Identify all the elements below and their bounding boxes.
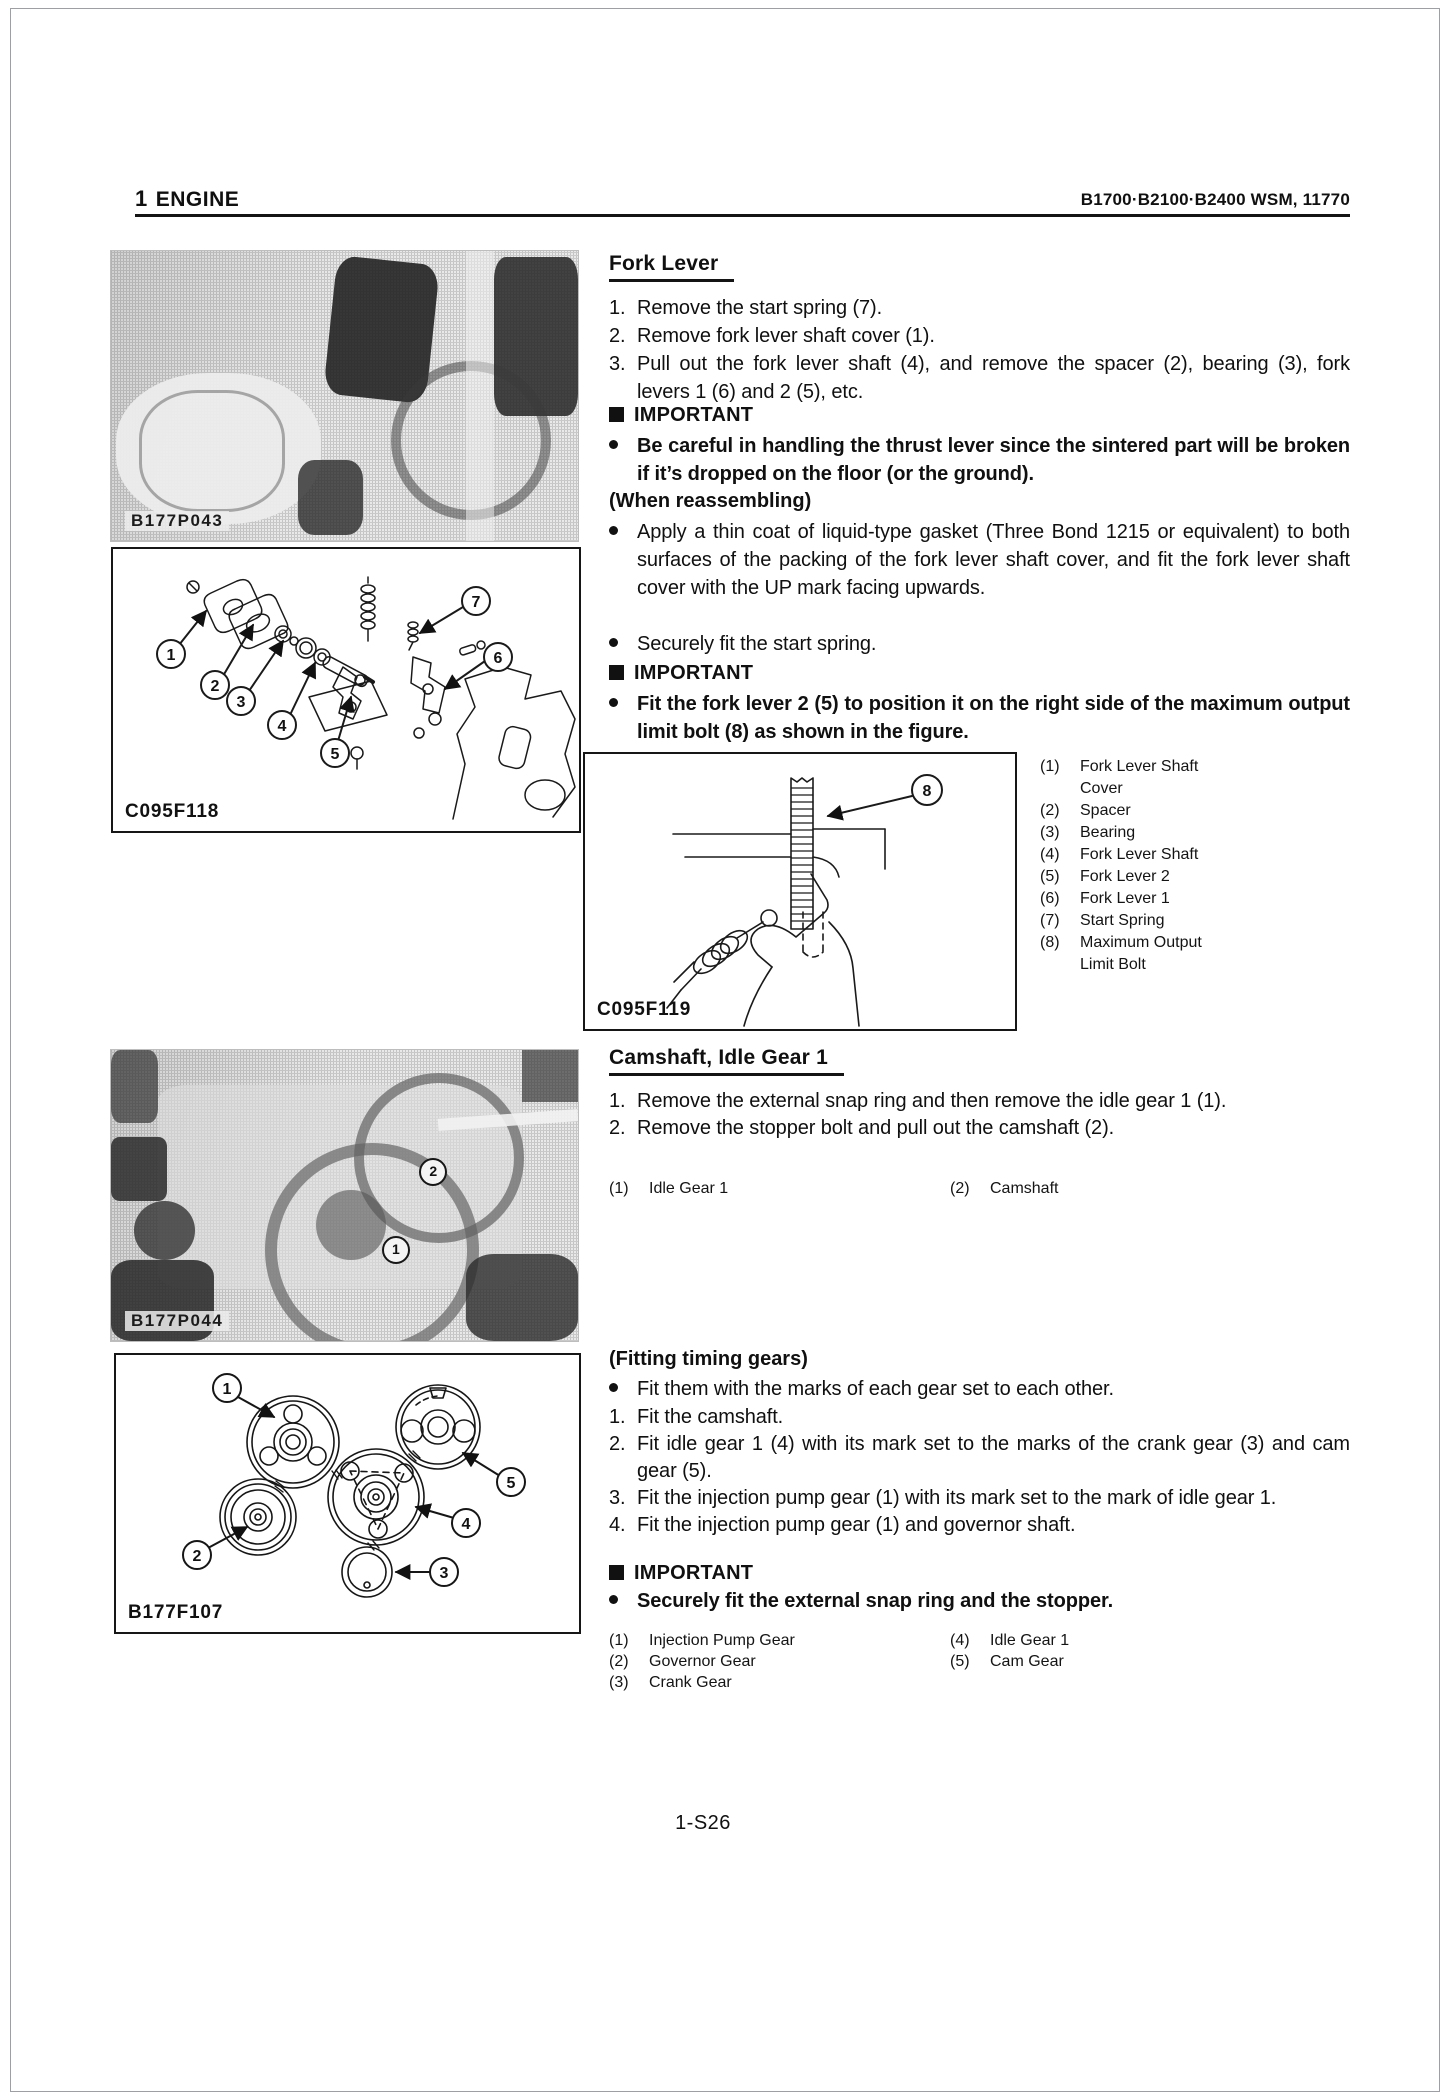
timing-gear-parts-list: (1) Injection Pump Gear (4) Idle Gear 1 (2) Governor Gear (5) Cam Gear (3) Crank Gear	[609, 1632, 1070, 1691]
photo-texture-band	[466, 251, 494, 541]
part-item: (5) Fork Lever 2	[1040, 868, 1170, 885]
photo-callout-2: 2	[419, 1158, 447, 1186]
part-item: (3) Bearing	[1040, 824, 1136, 841]
chapter-title: ENGINE	[155, 188, 240, 211]
reassembling-bullet-2: Securely fit the start spring.	[609, 630, 1350, 658]
callout-3: 3	[439, 1565, 449, 1582]
section-title-fork-lever: Fork Lever	[609, 252, 734, 282]
callout-7: 7	[471, 594, 481, 611]
doc-reference: B1700·B2100·B2400 WSM, 11770	[1080, 190, 1350, 209]
fitting-steps	[609, 1404, 1350, 1539]
photo-gear-hub	[316, 1190, 386, 1260]
header-rule	[135, 214, 1350, 217]
bullet-icon	[609, 526, 618, 535]
part-item: (7) Start Spring	[1040, 912, 1165, 929]
important-square-icon	[609, 407, 624, 422]
important-heading: IMPORTANT	[609, 1562, 753, 1585]
step: 1. Remove the external snap ring and then remove the idle gear 1 (1).	[609, 1090, 1227, 1112]
reassembling-bullet-1: Apply a thin coat of liquid-type gasket (Three Bond 1215 or equivalent) to both surfaces of the packing of the fork lever shaft cover, and fit the fork lever shaft cover with the UP mark facing upwards.	[609, 518, 1350, 602]
bullet-icon	[609, 1383, 618, 1392]
when-reassembling-heading: (When reassembling)	[609, 490, 812, 512]
figure-label: B177F107	[128, 1602, 224, 1623]
step: 4. Fit the injection pump gear (1) and governor shaft.	[609, 1514, 1076, 1536]
photo-fork-lever-removal	[110, 250, 579, 542]
figure-fork-lever-exploded	[111, 547, 581, 833]
step: 3. Pull out the fork lever shaft (4), and remove the spacer (2), bearing (3), fork levers 1 (6) and 2 (5), etc.	[609, 353, 1350, 403]
photo-texture-blob	[134, 1201, 195, 1259]
important-bullet: Securely fit the external snap ring and the stopper.	[609, 1588, 1350, 1615]
fitting-timing-gears-heading: (Fitting timing gears)	[609, 1348, 808, 1370]
part-item: (2) Spacer	[1040, 802, 1131, 819]
callout-6: 6	[493, 650, 503, 667]
figure-max-output-limit-bolt	[583, 752, 1017, 1031]
callout-2: 2	[192, 1548, 202, 1565]
chapter-number: 1	[135, 186, 148, 211]
part-item: (4) Fork Lever Shaft	[1040, 846, 1199, 863]
step: 1. Remove the start spring (7).	[609, 297, 883, 319]
callout-4: 4	[277, 718, 287, 735]
section-title-camshaft: Camshaft, Idle Gear 1	[609, 1046, 844, 1076]
step: 2. Remove fork lever shaft cover (1).	[609, 325, 935, 347]
camshaft-steps	[609, 1088, 1350, 1142]
callout-5: 5	[506, 1475, 516, 1492]
photo-texture-blob	[522, 1050, 578, 1102]
page-number: 1-S26	[675, 1812, 731, 1834]
gear-train-diagram	[116, 1355, 579, 1632]
photo-timing-gears	[110, 1049, 579, 1342]
bolt-hand-diagram	[585, 754, 1015, 1029]
callout-2: 2	[210, 678, 220, 695]
important-heading: IMPORTANT	[609, 662, 753, 685]
fork-lever-parts-list	[1040, 756, 1275, 976]
exploded-diagram	[113, 549, 579, 831]
chapter-heading	[135, 186, 239, 212]
callout-8: 8	[922, 783, 932, 800]
camshaft-parts-row: (1) Idle Gear 1 (2) Camshaft	[609, 1180, 1059, 1197]
photo-texture-blob	[111, 1050, 158, 1123]
step: 2. Remove the stopper bolt and pull out the camshaft (2).	[609, 1117, 1115, 1139]
callout-3: 3	[236, 694, 246, 711]
important-bullet: Be careful in handling the thrust lever since the sintered part will be broken if it’s dropped on the floor (or the ground).	[609, 432, 1350, 488]
step: 3. Fit the injection pump gear (1) with its mark set to the mark of idle gear 1.	[609, 1487, 1277, 1509]
part-item: (1) Fork Lever Shaft Cover	[1040, 758, 1199, 797]
important-heading: IMPORTANT	[609, 404, 753, 427]
bullet-icon	[609, 1595, 618, 1604]
figure-label: B177P043	[125, 511, 229, 531]
step: 2. Fit idle gear 1 (4) with its mark set to the marks of the crank gear (3) and cam gear (5).	[609, 1433, 1350, 1482]
photo-texture-blob	[139, 390, 285, 512]
important-square-icon	[609, 1565, 624, 1580]
important-square-icon	[609, 665, 624, 680]
photo-callout-1: 1	[382, 1236, 410, 1264]
photo-texture-blob	[466, 1254, 578, 1341]
callout-4: 4	[461, 1516, 471, 1533]
figure-label: C095F119	[597, 999, 692, 1020]
fitting-bullet: Fit them with the marks of each gear set to each other.	[609, 1376, 1350, 1403]
fork-lever-steps	[609, 294, 1350, 406]
callout-5: 5	[330, 746, 340, 763]
callout-1: 1	[166, 647, 176, 664]
part-item: (6) Fork Lever 1	[1040, 890, 1170, 907]
figure-label: C095F118	[125, 801, 220, 822]
step: 1. Fit the camshaft.	[609, 1406, 784, 1428]
photo-texture-blob	[298, 460, 363, 535]
figure-timing-gear-train	[114, 1353, 581, 1634]
photo-texture-blob	[111, 1137, 167, 1201]
bullet-icon	[609, 440, 618, 449]
figure-label: B177P044	[125, 1311, 229, 1331]
callout-1: 1	[222, 1381, 232, 1398]
important-bullet: Fit the fork lever 2 (5) to position it on the right side of the maximum output limit bolt (8) as shown in the figure.	[609, 690, 1350, 746]
bullet-icon	[609, 698, 618, 707]
part-item: (8) Maximum Output Limit Bolt	[1040, 934, 1202, 973]
bullet-icon	[609, 638, 618, 647]
